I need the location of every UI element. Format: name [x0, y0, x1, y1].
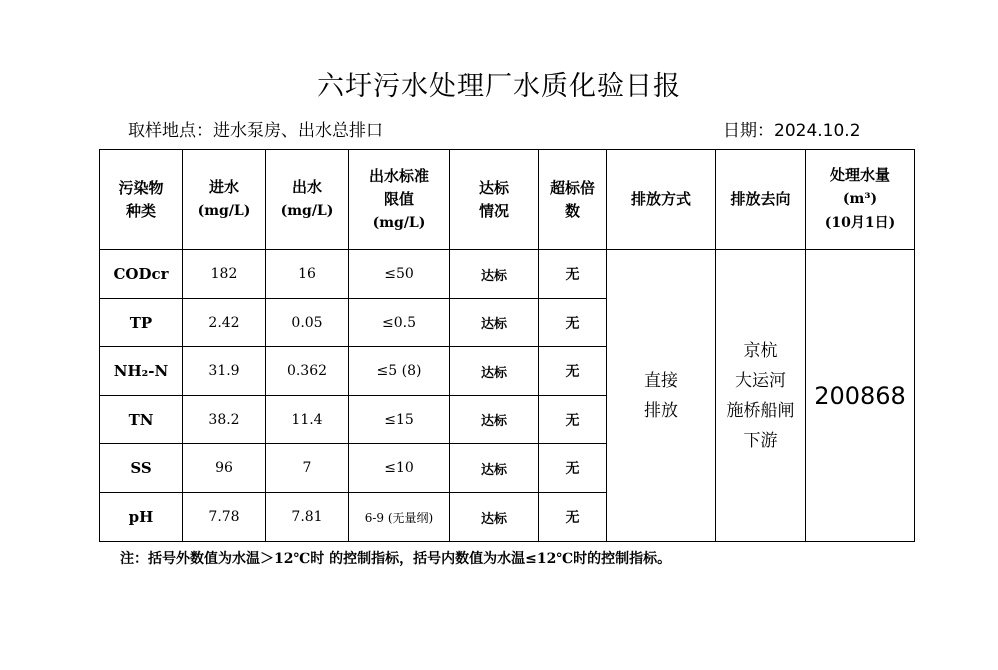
cell-status: 达标: [450, 444, 539, 493]
sample-location: 取样地点：进水泵房、出水总排口: [128, 121, 383, 141]
footnote: 注：括号外数值为水温＞12℃时 的控制指标，括号内数值为水温≤12℃时的控制指标。: [120, 551, 672, 567]
cell-inflow: 96: [183, 444, 266, 493]
cell-inflow: 7.78: [183, 493, 266, 542]
cell-pollutant: NH₂-N: [100, 347, 183, 396]
header-discharge-method: 排放方式: [607, 150, 716, 250]
cell-status: 达标: [450, 493, 539, 542]
cell-limit: ≤50: [349, 250, 450, 299]
cell-limit: ≤0.5: [349, 299, 450, 347]
cell-exceed: 无: [539, 493, 607, 542]
water-quality-table: [99, 149, 915, 542]
cell-pollutant: TP: [100, 299, 183, 347]
header-exceed: 超标倍 数: [539, 150, 607, 250]
cell-volume: 200868: [806, 250, 915, 542]
cell-outflow: 11.4: [266, 396, 349, 444]
report-title: 六圩污水处理厂水质化验日报: [317, 71, 681, 102]
header-pollutant: 污染物 种类: [100, 150, 183, 250]
cell-pollutant: TN: [100, 396, 183, 444]
cell-discharge-destination: 京杭 大运河 施桥船闸 下游: [716, 250, 806, 542]
cell-pollutant: SS: [100, 444, 183, 493]
cell-inflow: 182: [183, 250, 266, 299]
cell-status: 达标: [450, 299, 539, 347]
cell-limit: ≤10: [349, 444, 450, 493]
cell-outflow: 7.81: [266, 493, 349, 542]
cell-limit: ≤5 (8): [349, 347, 450, 396]
cell-exceed: 无: [539, 299, 607, 347]
cell-limit: ≤15: [349, 396, 450, 444]
header-status: 达标 情况: [450, 150, 539, 250]
cell-limit: 6-9 (无量纲): [349, 493, 450, 542]
cell-exceed: 无: [539, 250, 607, 299]
cell-exceed: 无: [539, 347, 607, 396]
cell-status: 达标: [450, 347, 539, 396]
header-volume: 处理水量 (m³) (10月1日): [806, 150, 915, 250]
cell-status: 达标: [450, 250, 539, 299]
cell-exceed: 无: [539, 444, 607, 493]
cell-inflow: 38.2: [183, 396, 266, 444]
cell-outflow: 0.362: [266, 347, 349, 396]
cell-inflow: 2.42: [183, 299, 266, 347]
header-row: [100, 150, 915, 250]
header-limit: 出水标准 限值 (mg/L): [349, 150, 450, 250]
header-inflow: 进水 (mg/L): [183, 150, 266, 250]
cell-pollutant: CODcr: [100, 250, 183, 299]
cell-exceed: 无: [539, 396, 607, 444]
report-date: 日期：2024.10.2: [723, 121, 861, 141]
cell-outflow: 16: [266, 250, 349, 299]
cell-status: 达标: [450, 396, 539, 444]
header-discharge-destination: 排放去向: [716, 150, 806, 250]
header-outflow: 出水 (mg/L): [266, 150, 349, 250]
table-row: [100, 250, 915, 299]
cell-outflow: 7: [266, 444, 349, 493]
cell-pollutant: pH: [100, 493, 183, 542]
cell-inflow: 31.9: [183, 347, 266, 396]
cell-discharge-method: 直接 排放: [607, 250, 716, 542]
cell-outflow: 0.05: [266, 299, 349, 347]
